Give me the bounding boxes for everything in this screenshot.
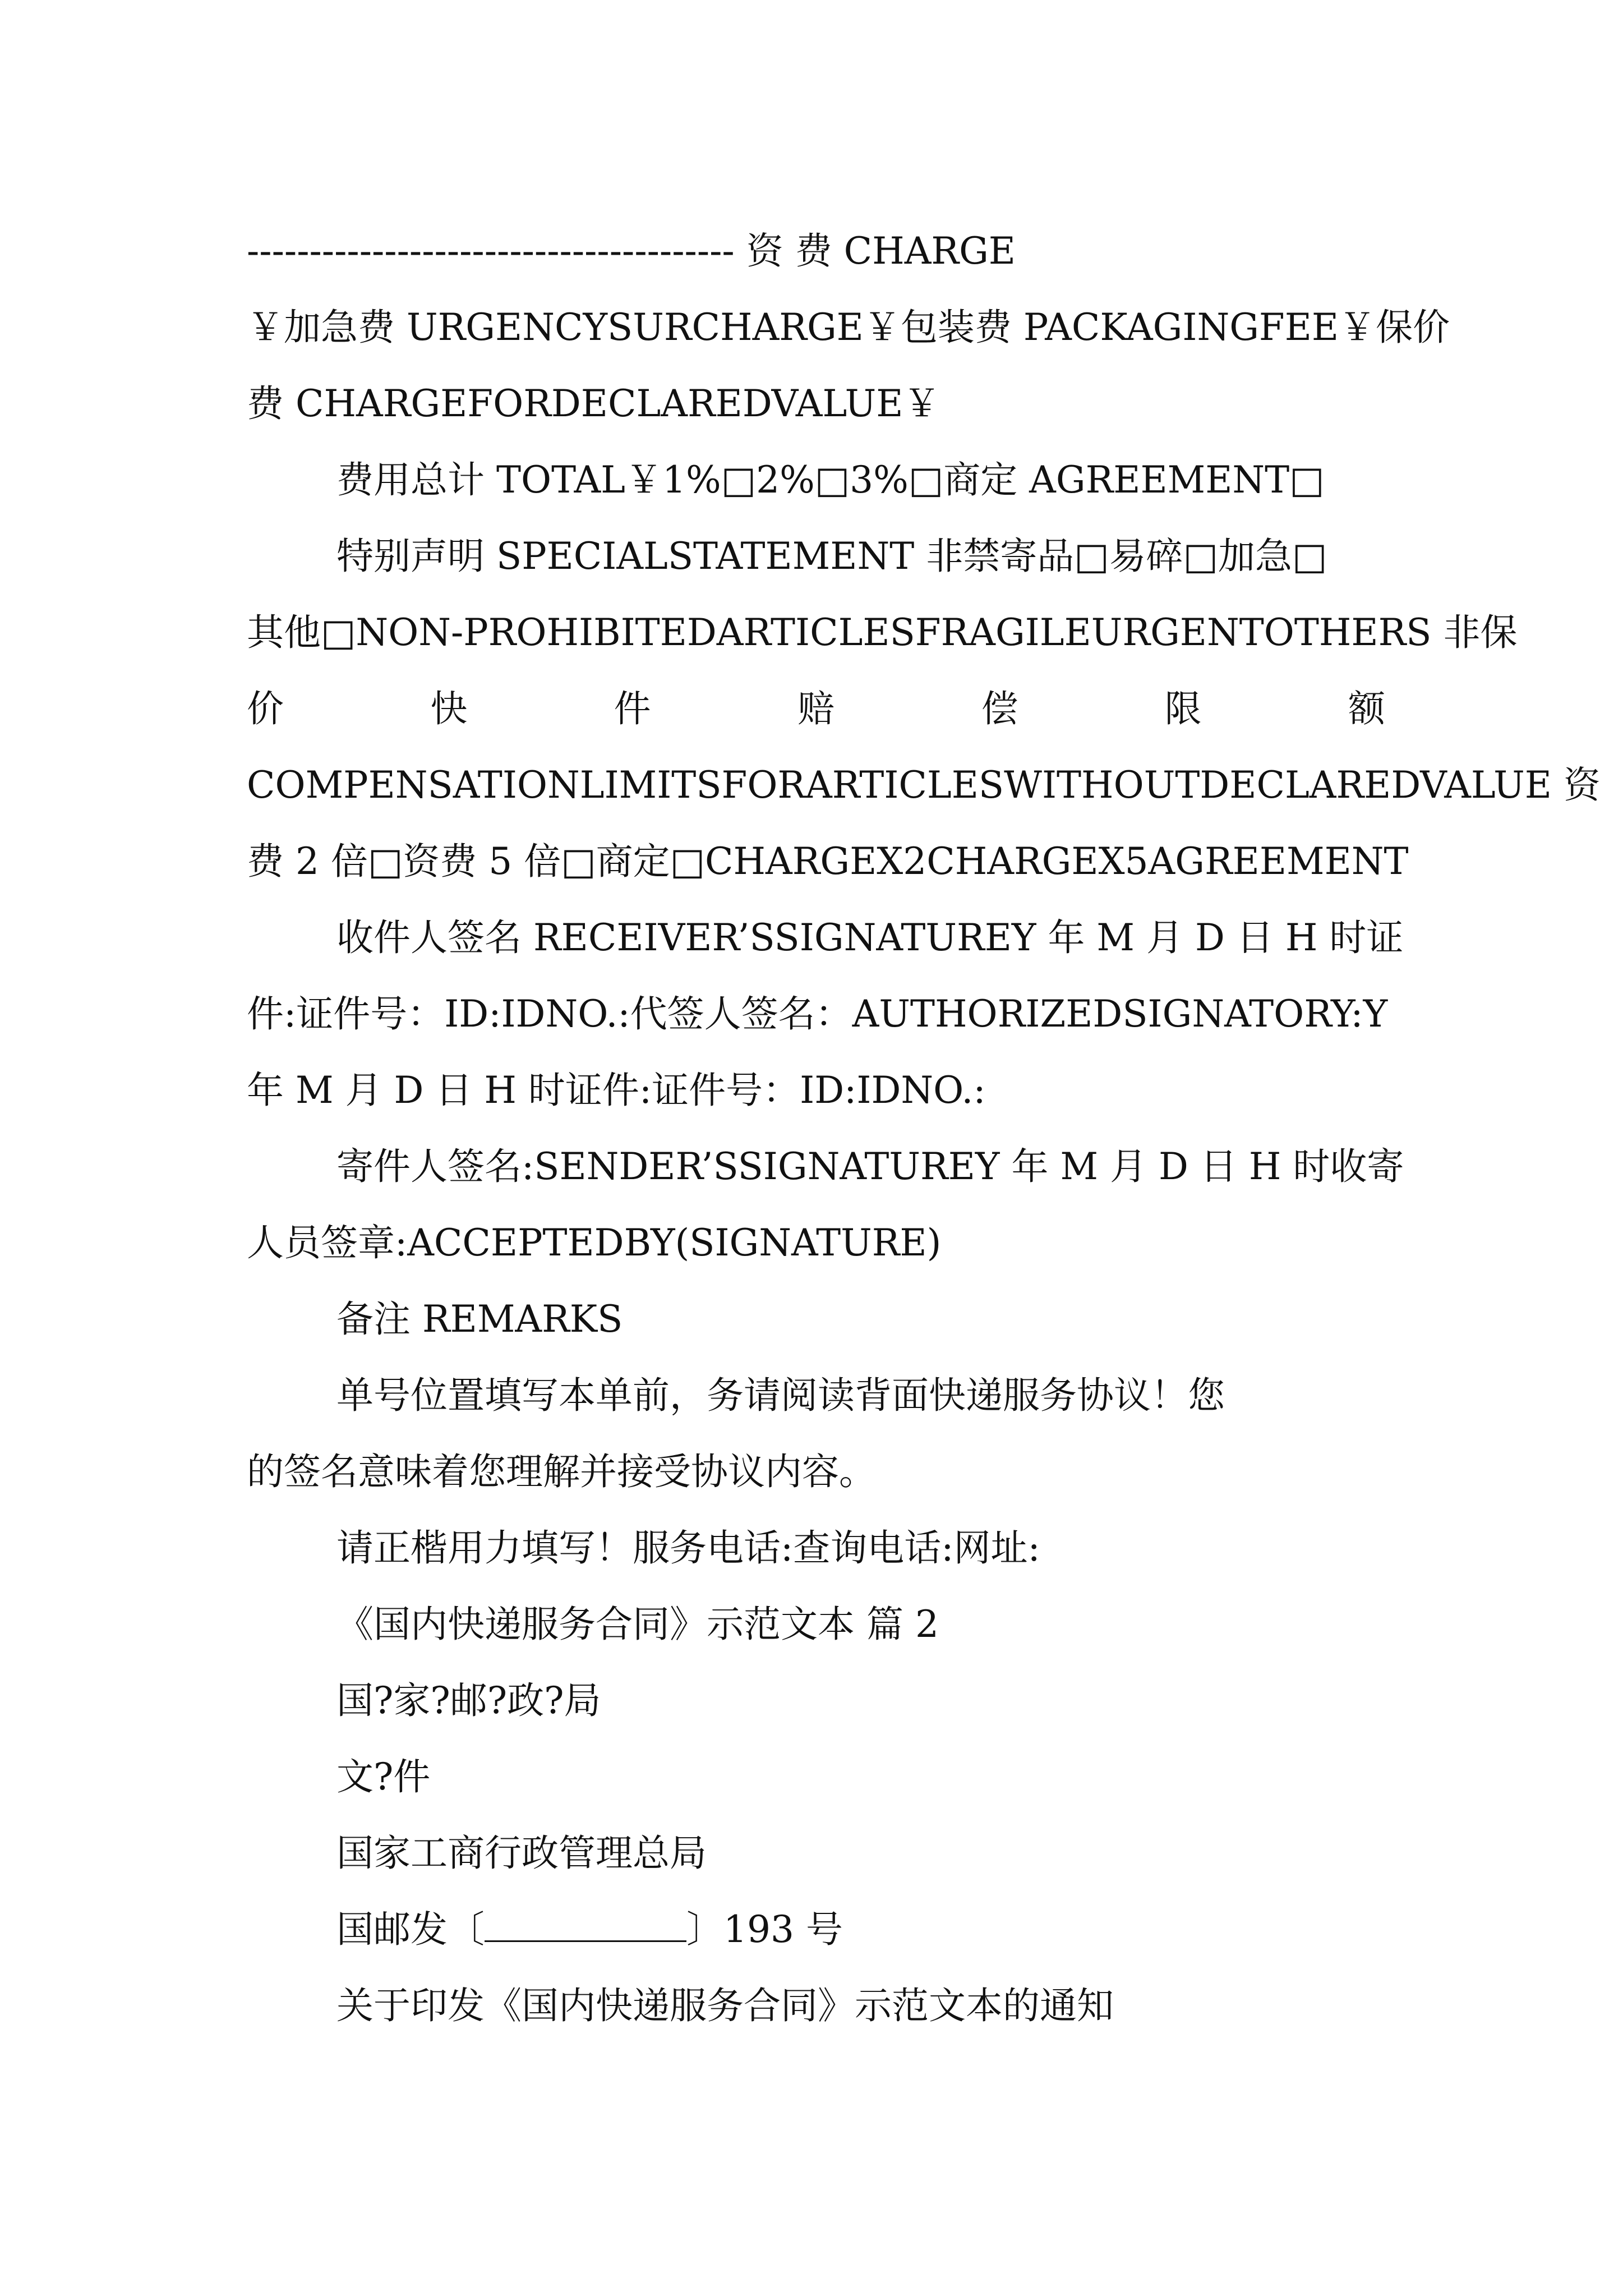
justified-char: 快: [430, 687, 468, 730]
justified-char: 额: [1348, 687, 1385, 730]
text-line-17: 的签名意味着您理解并接受协议内容。: [247, 1450, 876, 1493]
text-line-16: 单号位置填写本单前，务请阅读背面快递服务协议！您: [336, 1374, 1225, 1417]
text-line-12: 年 M 月 D 日 H 时证件:证件号：ID:IDNO.:: [247, 1069, 986, 1112]
doc-number-blank: [485, 1909, 686, 1942]
text-line-2: ￥加急费 URGENCYSURCHARGE￥包装费 PACKAGINGFEE￥保价: [247, 306, 1450, 349]
text-line-10: 收件人签名 RECEIVER’SSIGNATUREY 年 M 月 D 日 H 时证: [336, 916, 1404, 959]
text-line-8: COMPENSATIONLIMITSFORARTICLESWITHOUTDECLAREDVALUE 资: [247, 763, 1601, 807]
doc-number-suffix: 〕193 号: [686, 1908, 843, 1951]
document-body: [247, 213, 1601, 2044]
notice-title: 关于印发《国内快递服务合同》示范文本的通知: [336, 1984, 1114, 2027]
justified-char: 偿: [981, 687, 1018, 730]
justified-char: 限: [1164, 687, 1202, 730]
text-line-13: 寄件人签名:SENDER’SSIGNATUREY 年 M 月 D 日 H 时收寄: [336, 1145, 1404, 1188]
text-line-18: 请正楷用力填写！服务电话:查询电话:网址:: [336, 1526, 1040, 1570]
text-line-15: 备注 REMARKS: [336, 1297, 623, 1341]
section-heading: 《国内快递服务合同》示范文本 篇 2: [336, 1603, 939, 1646]
justified-char: 赔: [797, 687, 834, 730]
text-line-3: 费 CHARGEFORDECLAREDVALUE￥: [247, 382, 940, 425]
doc-number-prefix: 国邮发〔: [336, 1908, 485, 1951]
text-line-1: --------------------------------------- 资 费 CHARGE: [247, 229, 1016, 273]
document-number: [247, 1892, 1385, 1968]
issuer-line-2: 文?件: [336, 1755, 431, 1798]
text-line-7-justified: [247, 671, 1385, 747]
text-line-5: 特别声明 SPECIALSTATEMENT 非禁寄品□易碎□加急□: [336, 535, 1327, 578]
text-line-9: 费 2 倍□资费 5 倍□商定□CHARGEX2CHARGEX5AGREEMENT: [247, 840, 1409, 883]
issuer-line-1: 国?家?邮?政?局: [336, 1679, 601, 1722]
issuer-line-3: 国家工商行政管理总局: [336, 1832, 707, 1875]
justified-char: 件: [614, 687, 651, 730]
text-line-11: 件:证件号：ID:IDNO.:代签人签名：AUTHORIZEDSIGNATORY:Y: [247, 992, 1388, 1036]
justified-char: 价: [247, 687, 284, 730]
text-line-6: 其他□NON-PROHIBITEDARTICLESFRAGILEURGENTOTHERS 非保: [247, 611, 1518, 654]
text-line-14: 人员签章:ACCEPTEDBY(SIGNATURE): [247, 1221, 942, 1264]
text-line-4: 费用总计 TOTAL￥1%□2%□3%□商定 AGREEMENT□: [336, 458, 1325, 501]
